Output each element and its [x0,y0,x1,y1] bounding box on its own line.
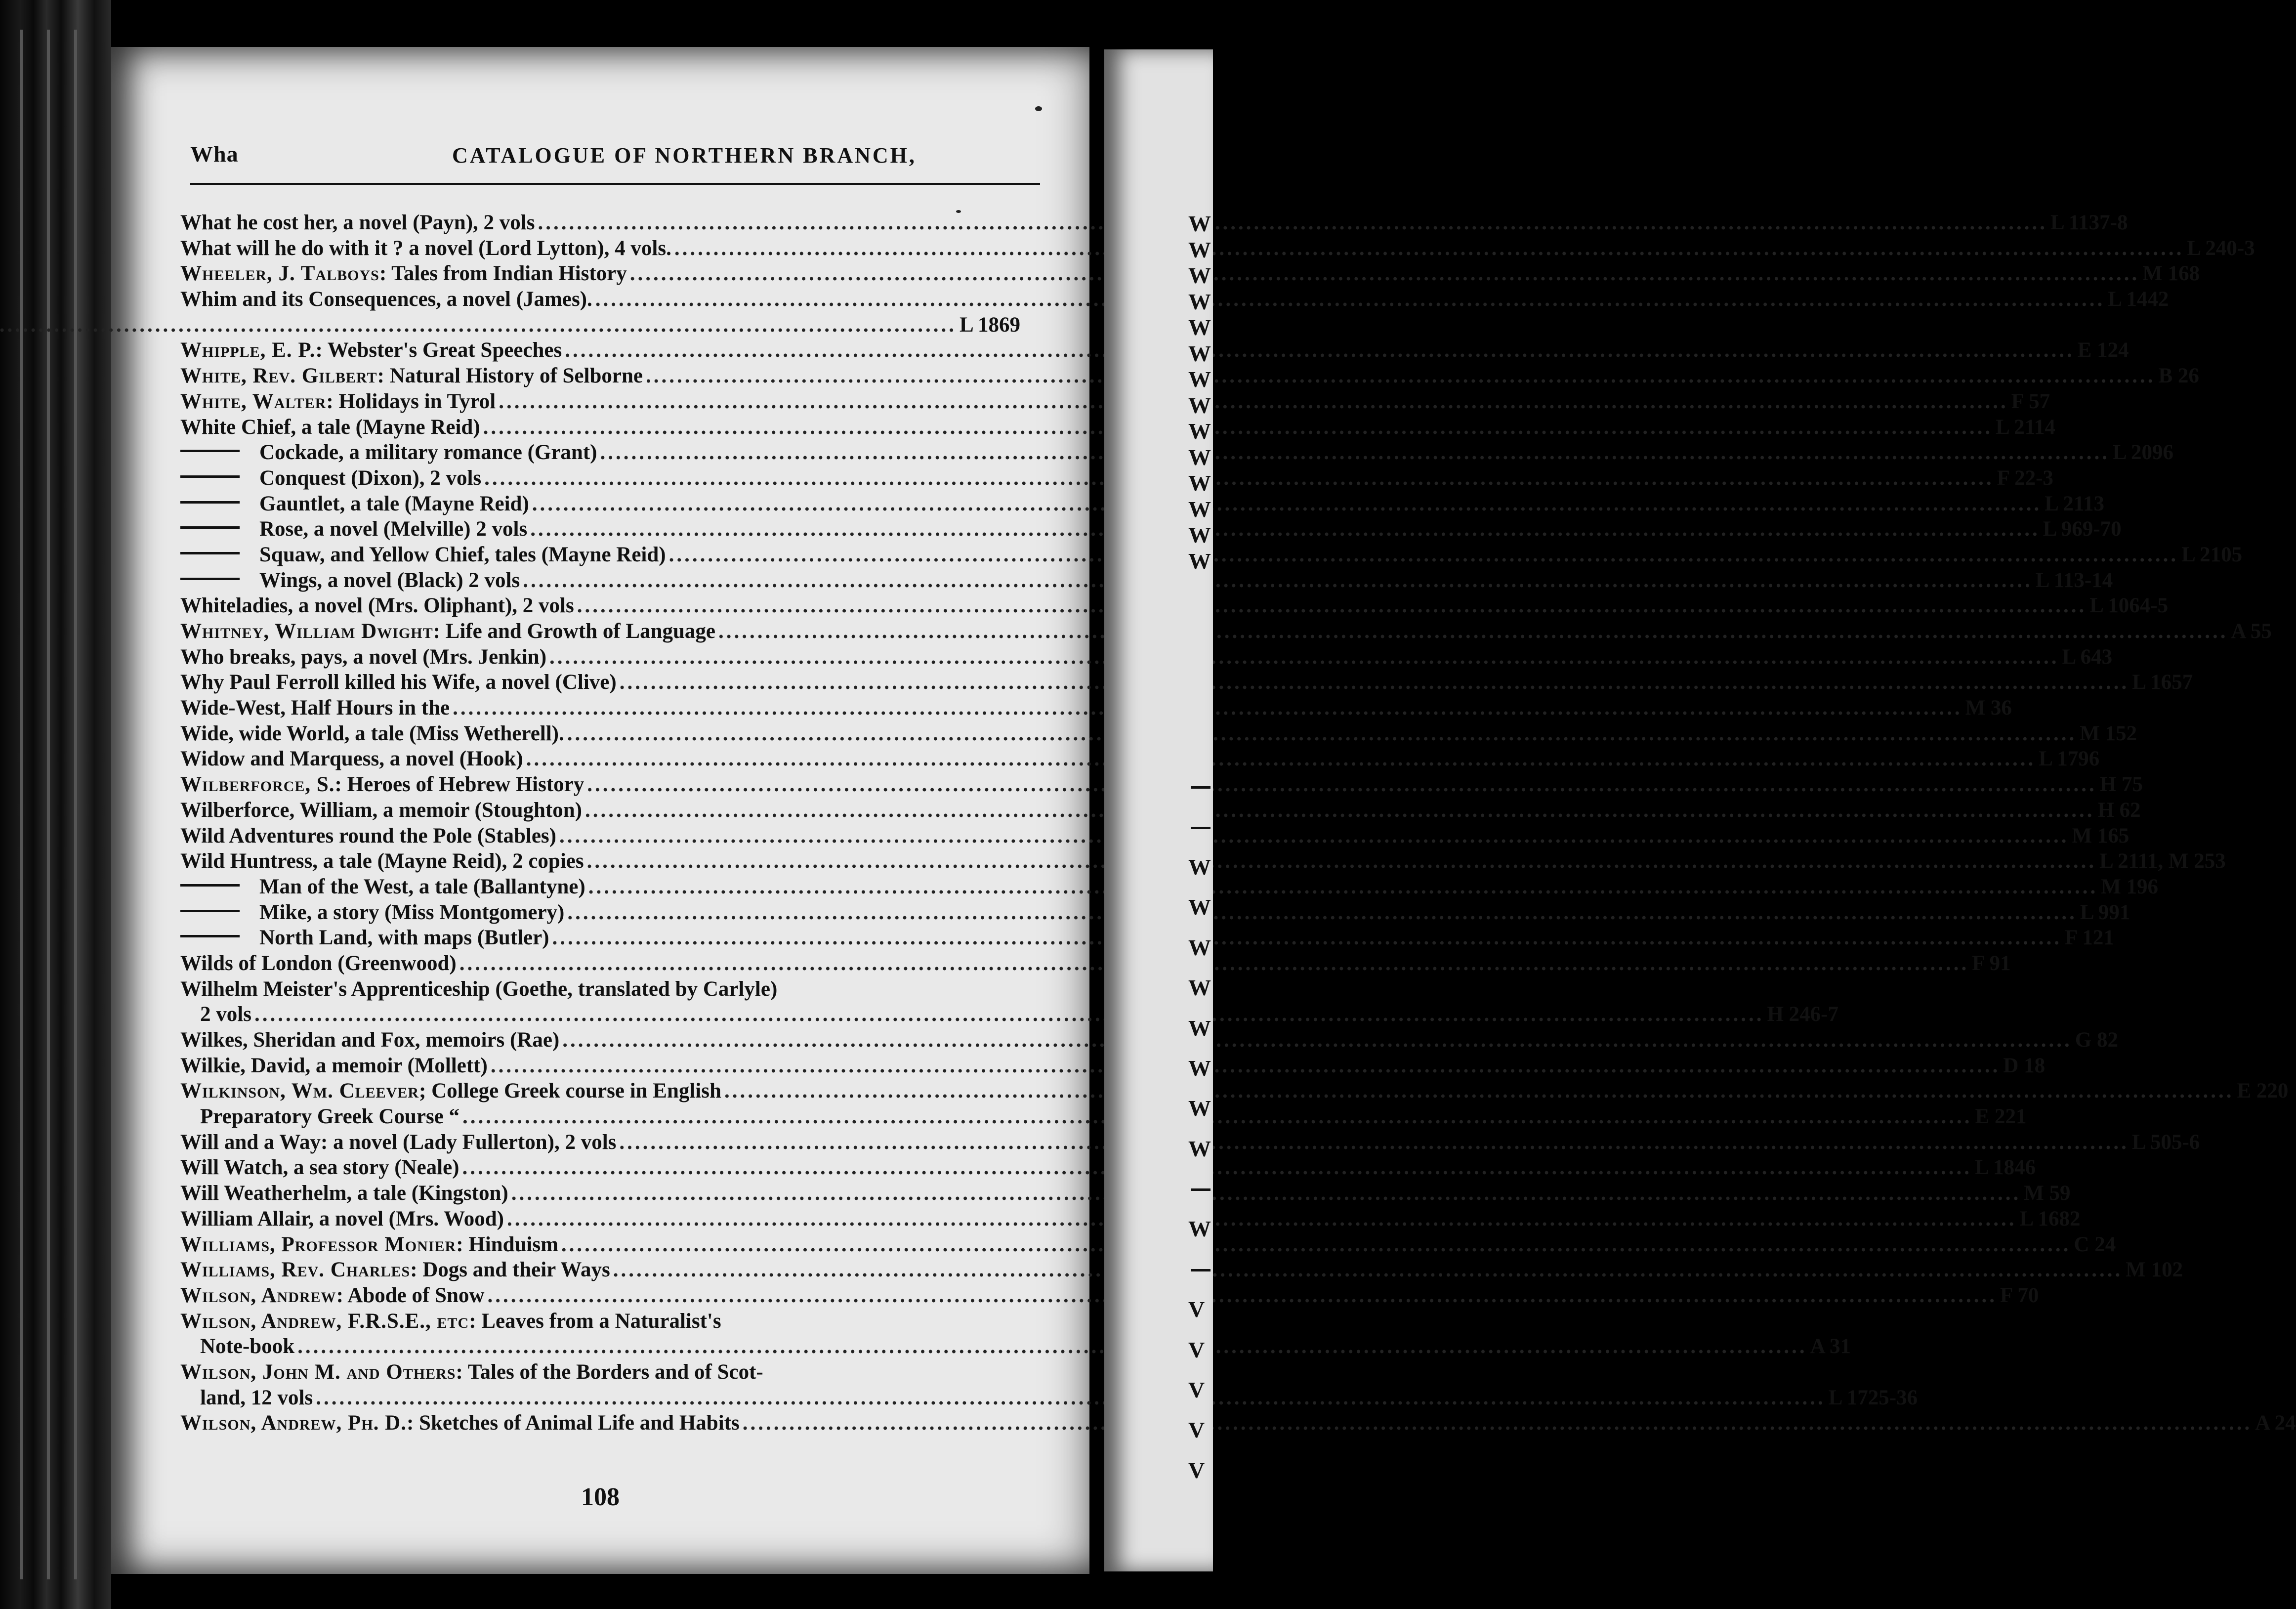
entry-title: Preparatory Greek Course “ [200,1105,460,1129]
entry-title: What will he do with it ? a novel (Lord Lytton), 4 vols. [180,236,671,260]
catalogue-entry [180,695,2012,721]
dot-leader [559,823,2069,849]
edge-letter: W [1188,1136,1211,1161]
dot-leader [646,363,2156,392]
catalogue-entry [180,1232,2116,1258]
catalogue-entry [180,1027,2118,1053]
entry-title: What he cost her, a novel (Payn), 2 vols [180,211,535,234]
entry-title: : Leaves from a Naturalist's [469,1309,721,1333]
entry-title: Rose, a novel (Melville) 2 vols [259,517,528,541]
entry-title: 2 vols [200,1003,251,1026]
dot-leader [674,236,2184,261]
catalogue-entry [180,1283,2039,1309]
entry-title: Wilberforce, William, a memoir (Stoughton) [180,798,582,822]
entry-title: : Webster's Great Speeches [315,339,562,362]
ditto-dash [180,884,240,887]
entry-title: Wide, wide World, a tale (Miss Wetherell). [180,721,564,745]
catalogue-entry [180,312,1020,338]
catalogue-entry [180,1257,2183,1283]
shelf-mark: L 1657 [2132,671,2193,694]
entry-title: Whiteladies, a novel (Mrs. Oliphant), 2 vols [180,594,574,618]
shelf-mark: L 1725-36 [1828,1386,1918,1409]
entry-author: Williams, Rev. Charles [180,1258,411,1282]
edge-letter: V [1188,1297,1205,1322]
ink-speck [956,210,961,213]
catalogue-entry [180,900,2130,926]
shelf-mark: M 36 [1965,696,2012,720]
dot-leader [718,619,2228,644]
edge-letter: V [1188,1337,1205,1362]
entry-title: William Allair, a novel (Mrs. Wood) [180,1207,504,1230]
edge-letter: W [1188,522,1211,548]
shelf-mark: L 505-6 [2131,1130,2200,1154]
entry-title: : Heroes of Hebrew History [334,773,584,797]
dot-leader [600,440,2110,466]
ditto-dash [180,475,240,478]
entry-title: land, 12 vols [200,1386,313,1409]
edge-letter: W [1188,340,1211,366]
edge-letter: W [1188,367,1211,392]
entry-title: : Natural History of Selborne [377,364,643,388]
dot-leader [595,287,2105,312]
catalogue-entry [180,874,2159,900]
dot-leader [254,1002,1764,1027]
catalogue-entry [180,746,2100,772]
entry-author: Wilkinson, Wm. Cleever [180,1079,419,1103]
dot-leader [0,312,957,338]
shelf-mark: L 2105 [2181,543,2243,566]
shelf-mark: L 1682 [2019,1207,2081,1230]
dot-leader [462,1155,1972,1181]
dot-leader [565,338,2075,366]
catalogue-entry [180,415,2055,440]
shelf-mark: L 2111, M 253 [2099,849,2226,873]
dot-leader [297,1334,1807,1362]
catalogue-entry [180,644,2113,670]
edge-letter: W [1188,1015,1211,1041]
shelf-mark: L 1846 [1975,1156,2036,1180]
catalogue-entry [180,1078,2289,1104]
dot-leader [487,1283,1997,1309]
entry-author: White, Walter [180,389,327,413]
dot-leader [630,261,2140,287]
dot-leader [567,900,2077,926]
catalogue-entry [180,491,2104,517]
shelf-mark: L 1137-8 [2050,211,2128,234]
dot-leader [577,593,2087,619]
entry-title: Wilhelm Meister's Apprenticeship (Goethe, translated by Carlyle) [180,977,778,1001]
edge-letter: W [1188,211,1211,236]
page-number: 108 [581,1483,620,1511]
shelf-mark: A 31 [1810,1335,1851,1358]
entry-title: Wilkie, David, a memoir (Mollett) [180,1054,488,1077]
header-rule [190,183,1040,185]
edge-letter: W [1188,1055,1211,1081]
shelf-mark: L 113-14 [2035,568,2113,592]
dot-leader [462,1104,1972,1130]
dot-leader [491,1053,2001,1079]
shelf-mark: M 102 [2126,1258,2183,1282]
entry-title: : Tales from Indian History [379,262,627,286]
dot-leader [499,389,2008,418]
catalogue-entry [180,1002,1838,1027]
entry-title: Wild Huntress, a tale (Mayne Reid), 2 copies [180,849,584,873]
shelf-mark: H 62 [2097,798,2141,822]
shelf-mark: A 24 [2255,1411,2296,1435]
catalogue-entry [180,1410,2296,1436]
entry-author: Whitney, William Dwight [180,620,433,643]
shelf-mark: L 240-3 [2187,236,2255,260]
edge-dash [1191,827,1211,829]
edge-letter: W [1188,263,1211,288]
catalogue-entry [180,1130,2200,1155]
edge-dash [1191,1269,1211,1271]
edge-dash [1191,786,1211,789]
shelf-mark: L 1796 [2039,747,2100,771]
edge-letter: W [1188,315,1211,340]
catalogue-entry [180,338,2129,363]
entry-title: Wide-West, Half Hours in the [180,696,450,720]
shelf-mark: L 643 [2062,645,2113,669]
page-header [190,141,1040,175]
edge-letter: W [1188,1216,1211,1242]
dot-leader [549,644,2059,670]
edge-letter: W [1188,548,1211,574]
entry-title: : Holidays in Tyrol [326,389,496,413]
entry-title: Squaw, and Yellow Chief, tales (Mayne Reid) [259,543,666,566]
shelf-mark: M 152 [2080,721,2137,745]
edge-dash [1191,1188,1211,1191]
shelf-mark: L 1064-5 [2089,594,2169,618]
shelf-mark: E 220 [2237,1079,2289,1103]
shelf-mark: F 91 [1972,951,2011,975]
edge-letter: W [1188,444,1211,470]
catalogue-entry [180,951,2011,976]
shelf-mark: F 121 [2065,926,2114,950]
edge-letter: V [1188,1377,1205,1402]
dot-leader [523,568,2033,593]
dot-leader [530,516,2040,542]
entry-title: Whim and its Consequences, a novel (James). [180,288,592,311]
shelf-mark: H 75 [2099,773,2143,797]
entry-author: Wheeler, J. Talboys [180,262,379,286]
entry-title: Wilkes, Sheridan and Fox, memoirs (Rae) [180,1028,560,1052]
entry-title: ; College Greek course in English [419,1079,721,1103]
entry-title: Why Paul Ferroll killed his Wife, a novel (Clive) [180,671,617,694]
catalogue-entry [180,593,2169,619]
ditto-dash [180,935,240,937]
edge-letter: W [1188,470,1211,496]
catalogue-entry [180,772,2143,798]
dot-leader [587,772,2097,798]
ditto-dash [180,526,240,529]
catalogue-entry [180,1104,2027,1130]
book-binding [0,0,111,1609]
edge-letter: W [1188,392,1211,418]
entry-title: Will Watch, a sea story (Neale) [180,1156,459,1180]
catalogue-entry [180,798,2141,823]
edge-letter: W [1188,975,1211,1001]
catalogue-entry [180,848,2226,874]
catalogue-entry [180,287,2169,312]
ditto-dash [180,578,240,580]
catalogue-entry [180,542,2243,568]
shelf-mark: M 59 [2024,1182,2071,1205]
shelf-mark: F 57 [2011,389,2050,413]
catalogue-entry [180,1309,1020,1334]
catalogue-entry [180,823,2129,849]
catalogue-entry [180,976,1020,1002]
dot-leader [459,951,1969,976]
dot-leader [538,210,2047,236]
shelf-mark: L 1442 [2108,288,2169,311]
catalogue-entry [180,1053,2046,1079]
edge-letter: V [1188,1457,1205,1483]
dot-leader [552,925,2062,951]
edge-letter: W [1188,1096,1211,1121]
entry-title: Cockade, a military romance (Grant) [259,441,597,465]
shelf-mark: B 26 [2158,364,2199,388]
catalogue-entry [180,925,2114,951]
dot-leader [484,466,1994,491]
catalogue-entry [180,1359,1020,1385]
shelf-mark: F 22-3 [1997,466,2053,490]
dot-leader [483,415,1993,440]
catalogue-entry [180,1155,2036,1181]
ditto-dash [180,552,240,554]
edge-letter: W [1188,894,1211,920]
ditto-dash [180,910,240,912]
entry-author: Wilson, Andrew [180,1283,336,1307]
entry-title: Conquest (Dixon), 2 vols [259,466,482,490]
ink-speck [1035,106,1042,111]
edge-letter: W [1188,854,1211,880]
catalogue-entry [180,261,2200,287]
dot-leader [585,798,2095,823]
catalogue-entry [180,619,2272,644]
guide-word: Wha [190,141,239,167]
entry-title: : Tales of the Borders and of Scot- [456,1360,763,1384]
entry-title: White Chief, a tale (Mayne Reid) [180,415,480,439]
shelf-mark: D 18 [2003,1054,2046,1077]
dot-leader [613,1257,2123,1283]
shelf-mark: L 991 [2080,900,2130,924]
entry-author: Wilson, John M. and Others [180,1360,456,1384]
dot-leader [669,542,2179,568]
ditto-dash [180,501,240,504]
entry-title: Wild Adventures round the Pole (Stables) [180,824,556,847]
dot-leader [567,721,2077,747]
dot-leader [511,1181,2021,1206]
adjacent-page-edge [1104,49,1213,1571]
edge-letter: W [1188,496,1211,522]
entry-title: : Sketches of Animal Life and Habits [406,1411,740,1435]
ditto-dash [180,450,240,452]
entry-title: : Dogs and their Ways [410,1258,610,1282]
catalogue-entry [180,1385,1918,1411]
entry-title: Will Weatherhelm, a tale (Kingston) [180,1182,508,1205]
shelf-mark: L 2114 [1996,415,2055,439]
catalogue-entry [180,363,2199,389]
entry-title: Man of the West, a tale (Ballantyne) [259,875,585,898]
dot-leader [532,491,2042,517]
catalogue-entry [180,1181,2071,1206]
entry-title: : Hinduism [456,1232,558,1256]
entry-title: Mike, a story (Miss Montgomery) [259,900,565,924]
entry-title: Will and a Way: a novel (Lady Fullerton), 2 vols [180,1130,617,1154]
catalogue-entry [180,516,2122,542]
catalogue-entry [180,389,2050,415]
entry-author: Wilson, Andrew, Ph. D. [180,1411,407,1435]
dot-leader [316,1385,1826,1411]
shelf-mark: L 969-70 [2043,517,2122,541]
shelf-mark: L 1869 [959,313,1020,337]
entry-title: Gauntlet, a tale (Mayne Reid) [259,492,529,515]
catalogue-entry [180,1206,2081,1232]
shelf-mark: L 2096 [2113,441,2174,465]
entry-title: : Abode of Snow [336,1283,485,1307]
entry-title: North Land, with maps (Butler) [259,926,549,950]
catalogue-entry [180,466,2053,491]
edge-letter: W [1188,289,1211,314]
catalogue-entry [180,1334,1851,1359]
page-title: CATALOGUE OF NORTHERN BRANCH, [452,143,917,168]
shelf-mark: F 70 [2000,1283,2039,1307]
entry-title: Wings, a novel (Black) 2 vols [259,568,520,592]
dot-leader [562,1027,2072,1053]
edge-letter: W [1188,237,1211,262]
shelf-mark: C 24 [2074,1232,2116,1256]
shelf-mark: G 82 [2075,1028,2118,1052]
dot-leader [724,1078,2234,1104]
catalogue-entry [180,236,2255,261]
shelf-mark: E 124 [2077,339,2129,362]
entry-author: White, Rev. Gilbert [180,364,377,388]
catalogue-entries [180,210,2296,1436]
dot-leader [526,746,2036,772]
edge-letter: W [1188,934,1211,960]
catalogue-entry [180,210,2128,236]
shelf-mark: A 55 [2231,620,2272,643]
entry-title: Note-book [200,1335,295,1358]
edge-letter: V [1188,1417,1205,1443]
dot-leader [619,1130,2129,1155]
catalogue-entry [180,721,2137,747]
dot-leader [507,1206,2017,1232]
entry-author: Wilson, Andrew, F.R.S.E., etc [180,1309,469,1333]
entry-author: Williams, Professor Monier [180,1232,457,1256]
edge-letter: W [1188,419,1211,444]
catalogue-entry [180,440,2174,466]
entry-author: Wilberforce, S. [180,773,335,797]
dot-leader [743,1410,2253,1436]
entry-title: Wilds of London (Greenwood) [180,951,457,975]
shelf-mark: M 168 [2142,262,2200,286]
shelf-mark: M 196 [2101,875,2159,898]
entry-title: Widow and Marquess, a novel (Hook) [180,747,523,771]
shelf-mark: L 2113 [2045,492,2104,515]
dot-leader [588,874,2098,900]
shelf-mark: H 246-7 [1767,1003,1838,1026]
shelf-mark: E 221 [1975,1105,2027,1129]
entry-title: Who breaks, pays, a novel (Mrs. Jenkin) [180,645,547,669]
dot-leader [620,670,2129,695]
entry-title: : Life and Growth of Language [433,620,715,643]
dot-leader [587,848,2097,874]
entry-author: Whipple, E. P. [180,339,316,362]
catalogue-entry [180,568,2113,593]
catalogue-entry [180,670,2193,695]
dot-leader [561,1232,2071,1258]
shelf-mark: M 165 [2072,824,2129,847]
catalogue-page [111,47,2296,1574]
